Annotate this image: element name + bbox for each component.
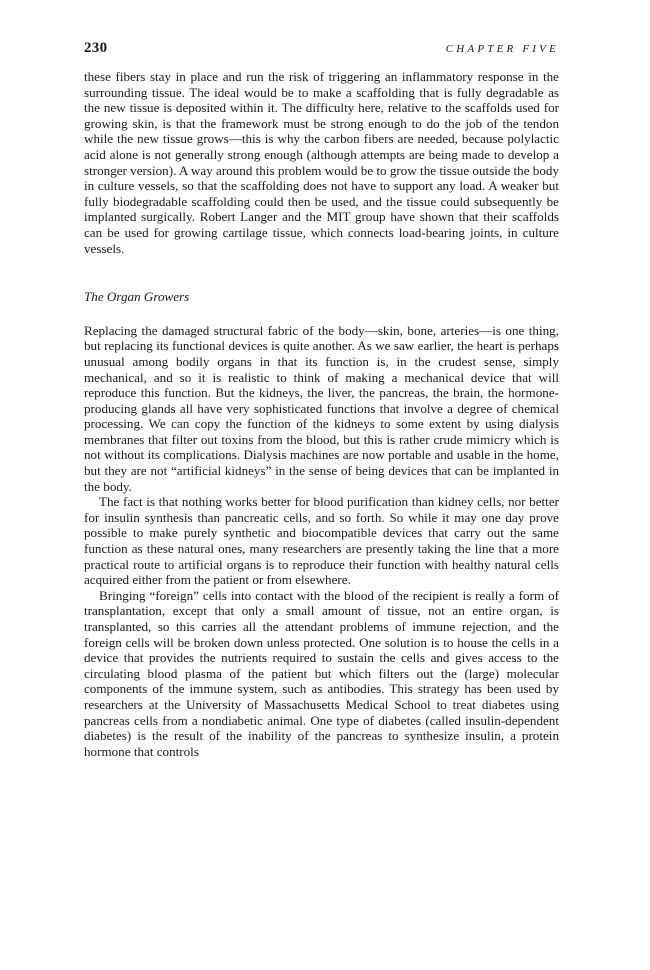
paragraph: Bringing “foreign” cells into contact with the blood of the recipient is really a form of transplantation, except that only a small amount of tissue, not an entire organ, is transplanted, so this carries all the attendant problems of immune rejection, and the foreign cells will be broken down unless protected. One solution is to house the cells in a device that provides the nutrients required to sustain the cells and gives access to the circulating blood plasma of the patient but which filters out the (large) molecular components of the immune system, such as antibodies. This strategy has been used by researchers at the University of Massachusetts Medical School to treat diabetes using pancreas cells from a nondiabetic animal. One type of diabetes (called insulin-dependent diabetes) is the result of the inability of the pancreas to synthesize insulin, a protein hormone that controls	[84, 587, 559, 759]
body-text	[84, 69, 559, 759]
paragraph: The fact is that nothing works better for blood purification than kidney cells, nor better for insulin synthesis than pancreatic cells, and so forth. So while it may one day prove possible to make purely synthetic and biocompatible devices that carry out the same function as these natural ones, many researchers are presently taking the line that a more practical route to artificial organs is to reproduce their function with healthy natural cells acquired either from the patient or from elsewhere.	[84, 494, 559, 588]
book-page	[84, 40, 559, 759]
page-header	[84, 40, 559, 57]
section-heading: The Organ Growers	[84, 289, 190, 305]
paragraph: Replacing the damaged structural fabric of the body—skin, bone, arteries—is one thing, but replacing its functional devices is quite another. As we saw earlier, the heart is perhaps unusual among bodily organs in that its function is, in the crudest sense, simply mechanical, and so it is realistic to think of making a mechanical device that will reproduce this function. But the kidneys, the liver, the pancreas, the brain, the hormone-producing glands all have very sophisticated functions that involve a degree of chemical processing. We can copy the function of the kidneys to some extent by using dialysis membranes that filter out toxins from the blood, but this is rather crude mimicry which is not without its complications. Dialysis machines are now portable and usable in the home, but they are not “artificial kidneys” in the sense of being devices that can be implanted in the body.	[84, 322, 559, 494]
page-number: 230	[84, 40, 108, 56]
running-head: CHAPTER FIVE	[445, 43, 559, 55]
paragraph: these fibers stay in place and run the risk of triggering an inflammatory response in the surrounding tissue. The ideal would be to make a scaffolding that is fully degradable as the new tissue is deposited within it. The difficulty here, relative to the scaffolds used for growing skin, is that the framework must be strong enough to do the job of the tendon while the new tissue grows—this is why the carbon fibers are needed, because polylactic acid alone is not generally strong enough (although attempts are being made to develop a stronger version). A way around this problem would be to grow the tissue outside the body in culture vessels, so that the scaffolding does not have to support any load. A weaker but fully biodegradable scaffolding could then be used, and the tissue could subsequently be implanted surgically. Robert Langer and the MIT group have shown that their scaffolds can be used for growing cartilage tissue, which connects load-bearing joints, in culture vessels.	[84, 69, 559, 256]
